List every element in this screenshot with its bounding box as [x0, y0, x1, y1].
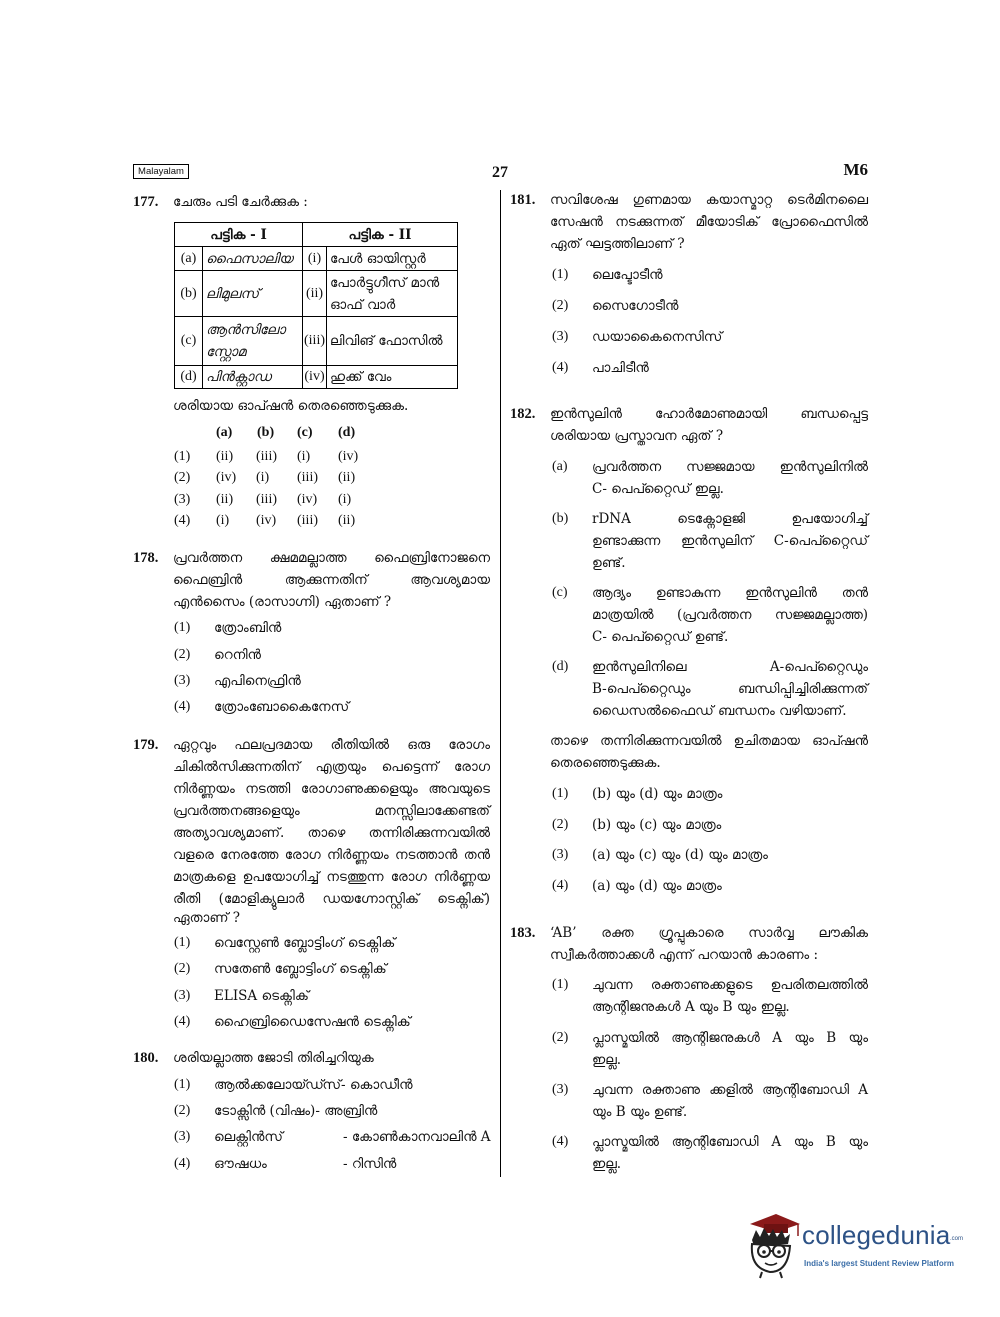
option-text: ആൽക്കലോയ്ഡ്സ്- കൊഡീൻ: [214, 1077, 413, 1093]
option-label: (2): [552, 817, 569, 832]
answer-value: (iv): [216, 470, 237, 485]
option-text-line: ഇല്ല.: [592, 1052, 622, 1068]
question-number: 179.: [133, 737, 159, 753]
option-text: ത്രോംബിൻ: [214, 620, 282, 636]
statement-label: (c): [552, 585, 568, 600]
option-label: (2): [552, 298, 569, 313]
answer-value: (ii): [338, 513, 356, 528]
table-row: [175, 317, 458, 366]
statement-line: ആദ്യം ഉണ്ടാകുന്ന ഇൻസുലിൻ തൻ: [592, 585, 868, 601]
question-text-line: സ്വീകർത്താക്കൾ എന്ന് പറയാൻ കാരണം :: [550, 947, 818, 963]
option-text: ടോക്സിൻ (വിഷം)- അബ്രിൻ: [214, 1103, 378, 1119]
statement-label: (b): [552, 511, 569, 526]
option-label: (1): [174, 1077, 191, 1092]
question-number: 182.: [510, 406, 536, 422]
column-divider: [500, 190, 501, 1177]
row-match: [327, 317, 458, 366]
option-label: (3): [552, 847, 569, 862]
answer-value: (ii): [338, 470, 356, 485]
statement-label: (d): [552, 659, 569, 674]
answer-value: (i): [297, 449, 311, 464]
answer-value: (ii): [216, 449, 234, 464]
option-label: (2): [174, 961, 191, 976]
answer-value: (iv): [256, 513, 277, 528]
statement-line: B-പെപ്റ്റൈഡും ബന്ധിപ്പിച്ചിരിക്കുന്നത്: [592, 681, 868, 697]
answer-value: (iv): [338, 449, 359, 464]
item-line: ആൻസിലോ: [206, 322, 286, 338]
question-text: ചേരും പടി ചേർക്കുക :: [173, 194, 308, 210]
option-text: സൈഗോടീൻ: [592, 298, 679, 314]
option-text: ഹൈബ്രിഡൈസേഷൻ ടെക്നിക്: [214, 1014, 411, 1030]
option-label: (2): [552, 1030, 569, 1045]
answer-value: (i): [216, 513, 230, 528]
statement-line: rDNA ടെക്നോളജി ഉപയോഗിച്ച്: [592, 511, 868, 527]
option-label: (3): [552, 329, 569, 344]
answer-value: (iii): [297, 513, 318, 528]
statement-line: ഉണ്ട്.: [592, 555, 626, 571]
match-line: പേൾ ഓയിസ്റ്റർ: [330, 250, 426, 267]
statement-line: C- പെപ്റ്റൈഡ് ഉണ്ട്.: [592, 629, 729, 645]
option-text: ലെപ്ടോടീൻ: [592, 267, 663, 283]
option-label: (4): [174, 513, 191, 528]
question-number: 180.: [133, 1050, 159, 1066]
instruction-text-line: തെരഞ്ഞെടുക്കുക.: [550, 755, 661, 771]
option-label: (4): [552, 360, 569, 375]
question-text-line: ഇൻസുലിൻ ഹോർമോണുമായി ബന്ധപ്പെട്ട: [550, 406, 868, 422]
option-label: (2): [174, 647, 191, 662]
option-label: (1): [552, 267, 569, 282]
match-table: [174, 222, 458, 389]
row-roman: (iv): [303, 366, 327, 389]
instruction-text-line: താഴെ തന്നിരിക്കുന്നവയിൽ ഉചിതമായ ഓപ്ഷൻ: [550, 733, 868, 749]
option-label: (1): [552, 786, 569, 801]
option-label: (3): [174, 988, 191, 1003]
statement-line: ഇൻസുലിനിലെ A-പെപ്റ്റൈഡും: [592, 659, 868, 675]
question-number: 178.: [133, 550, 159, 566]
table-row: [175, 366, 458, 389]
question-text-line: പ്രവർത്തനങ്ങളെയും മനസ്സിലാക്കേണ്ടത്: [173, 803, 490, 819]
option-text: (b) യും (d) യും മാത്രം: [592, 786, 723, 802]
option-label: (2): [174, 1103, 191, 1118]
booklet-code: M6: [843, 160, 868, 179]
question-text-line: പ്രവർത്തന ക്ഷമമല്ലാത്ത ഫൈബ്രിനോജനെ: [173, 550, 490, 566]
item-line: ഫൈസാലിയ: [206, 250, 293, 267]
option-text: ഡയാകൈനെസിസ്: [592, 329, 723, 345]
table-head-list-2: പട്ടിക - II: [303, 223, 458, 247]
option-text: (a) യും (c) യും (d) യും മാത്രം: [592, 847, 768, 863]
option-text: ത്രോംബോകൈനേസ്: [214, 699, 350, 715]
option-text-line: പ്ലാസ്മയിൽ ആന്റിജനുകൾ A യും B യും: [592, 1030, 868, 1046]
row-item: [203, 366, 303, 389]
table-row: [175, 247, 458, 271]
statement-line: പ്രവർത്തന സജ്ജമായ ഇൻസുലിനിൽ: [592, 459, 868, 475]
option-label: (3): [552, 1082, 569, 1097]
table-row: [175, 271, 458, 317]
option-text: പാചിടീൻ: [592, 360, 649, 376]
option-text: ഔഷധം: [214, 1156, 267, 1172]
statement-label: (a): [552, 459, 568, 474]
question-number: 183.: [510, 925, 536, 941]
row-label: (a): [175, 247, 203, 271]
statement-line: ഡൈസൽഫൈഡ് ബന്ധനം വഴിയാണ്.: [592, 703, 847, 719]
question-text-line: മാത്രകളെ ഉപയോഗിച്ച് നടത്തുന്ന രോഗ നിർണ്ണയ: [173, 869, 490, 885]
row-match: [327, 271, 458, 317]
option-text: (a) യും (d) യും മാത്രം: [592, 878, 722, 894]
option-label: (4): [174, 699, 191, 714]
question-text-line: രീതി (മോളിക്യുലാർ ഡയഗ്നോസ്റ്റിക് ടെക്നിക്): [173, 891, 490, 907]
match-line: ലിവിങ് ഫോസിൽ: [330, 333, 443, 349]
question-number: 177.: [133, 194, 159, 210]
option-label: (4): [174, 1156, 191, 1171]
question-text-line: വളരെ നേരത്തേ രോഗ നിർണ്ണയം നടത്താൻ തൻ: [173, 847, 490, 863]
page-number: 27: [492, 164, 508, 181]
graduate-cap-face-icon: [742, 1210, 802, 1280]
answer-head: (b): [257, 425, 275, 440]
statement-line: C- പെപ്റ്റൈഡ് ഇല്ല.: [592, 481, 724, 497]
option-label: (4): [174, 1014, 191, 1029]
question-text-line: സവിശേഷ ഗുണമായ കയാസ്മാറ്റ ടെർമിനലൈ: [550, 192, 868, 208]
question-number: 181.: [510, 192, 536, 208]
answer-head: (c): [297, 425, 313, 440]
match-line: പോർട്ടുഗീസ് മാൻ: [330, 274, 440, 291]
answer-value: (ii): [216, 492, 234, 507]
option-label: (1): [174, 620, 191, 635]
option-text: സതേൺ ബ്ലോട്ടിംഗ് ടെക്നിക്: [214, 961, 387, 977]
option-text: ലെക്റ്റിൻസ്: [214, 1129, 283, 1145]
row-item: [203, 271, 303, 317]
question-text-line: അത്യാവശ്യമാണ്. താഴെ തന്നിരിക്കുന്നവയിൽ: [173, 825, 490, 841]
language-label: Malayalam: [133, 164, 189, 179]
row-item: [203, 247, 303, 271]
row-roman: (ii): [303, 271, 327, 317]
option-text-line: ചുവന്ന രക്താണു ക്കളിൽ ആന്റിബോഡി A: [592, 1082, 868, 1098]
question-text-line: ‘AB’ രക്ത ഗ്രൂപ്പുകാരെ സാർവ്വ ലൗകിക: [550, 925, 868, 941]
option-text: വെസ്റ്റേൺ ബ്ലോട്ടിംഗ് ടെക്നിക്: [214, 935, 396, 951]
brand-logo-domain: .com: [950, 1236, 964, 1242]
option-text-line: യും B യും ഉണ്ട്.: [592, 1104, 688, 1120]
option-text-line: ആന്റിജനുകൾ A യും B യും ഇല്ല.: [592, 999, 790, 1015]
statement-line: മാത്രയിൽ (പ്രവർത്തന സജ്ജമല്ലാത്ത): [592, 607, 868, 623]
option-pair-text: - കോൺകാനവാലിൻ A: [343, 1129, 491, 1145]
option-label: (3): [174, 1129, 191, 1144]
option-text: ELISA ടെക്നിക്: [214, 988, 309, 1004]
question-text-line: ശരിയായ പ്രസ്താവന ഏത് ?: [550, 428, 724, 444]
question-text-line: ഏത് ഘട്ടത്തിലാണ് ?: [550, 236, 685, 252]
option-pair-text: - റിസിൻ: [343, 1156, 397, 1172]
brand-logo-text: collegedunia: [802, 1220, 951, 1250]
option-text: റെനിൻ: [214, 647, 261, 663]
option-label: (2): [174, 470, 191, 485]
answer-value: (iv): [297, 492, 318, 507]
option-text: എപിനെഫ്രിൻ: [214, 673, 301, 689]
row-match: [327, 247, 458, 271]
item-line: പിൻക്റ്റാഡ: [206, 369, 272, 385]
question-text-line: ഫൈബ്രിൻ ആക്കുന്നതിന് ആവശ്യമായ: [173, 572, 490, 588]
question-text-line: സേഷൻ നടക്കുന്നത് മീയോടിക് പ്രോഫൈസിൽ: [550, 214, 868, 230]
answer-value: (iii): [297, 470, 318, 485]
row-label: (d): [175, 366, 203, 389]
option-label: (3): [174, 673, 191, 688]
row-roman: (iii): [303, 317, 327, 366]
brand-tagline: India's largest Student Review Platform: [804, 1259, 954, 1268]
match-line: ഹുക്ക് വേം: [330, 369, 392, 385]
option-label: (1): [552, 977, 569, 992]
answer-value: (iii): [256, 492, 277, 507]
instruction-text: ശരിയായ ഓപ്ഷൻ തെരഞ്ഞെടുക്കുക.: [173, 398, 409, 414]
row-match: [327, 366, 458, 389]
question-text-line: നിർണ്ണയം നടത്തി രോഗാണുക്കളെയും അവയുടെ: [173, 781, 490, 797]
table-head-list-1: പട്ടിക - I: [175, 223, 303, 247]
option-text-line: ഇല്ല.: [592, 1156, 622, 1172]
question-text-line: ഏറ്റവും ഫലപ്രദമായ രീതിയിൽ ഒരു രോഗം: [173, 737, 490, 753]
question-text-line: ചികിൽസിക്കുന്നതിന് എത്രയും പെട്ടെന്ന് രോഗ: [173, 759, 490, 775]
option-label: (3): [174, 492, 191, 507]
answer-head: (a): [216, 425, 233, 440]
question-text-line: ഏതാണ് ?: [173, 910, 240, 926]
row-label: (c): [175, 317, 203, 366]
answer-value: (i): [256, 470, 270, 485]
option-text-line: പ്ലാസ്മയിൽ ആന്റിബോഡി A യും B യും: [592, 1134, 868, 1150]
option-label: (4): [552, 878, 569, 893]
answer-value: (iii): [256, 449, 277, 464]
match-line: ഓഫ് വാർ: [330, 296, 396, 313]
item-line: സ്റ്റോമ: [206, 344, 246, 360]
option-text: (b) യും (c) യും മാത്രം: [592, 817, 722, 833]
item-line: ലിമുലസ്: [206, 285, 260, 302]
option-label: (1): [174, 449, 191, 464]
row-roman: (i): [303, 247, 327, 271]
answer-value: (i): [338, 492, 352, 507]
statement-line: ഉണ്ടാക്കുന്ന ഇൻസുലിന് C-പെപ്റ്റൈഡ്: [592, 533, 868, 549]
option-label: (4): [552, 1134, 569, 1149]
question-text-line: എൻസൈം (രാസാഗ്നി) ഏതാണ് ?: [173, 594, 392, 610]
row-item: [203, 317, 303, 366]
row-label: (b): [175, 271, 203, 317]
question-text: ശരിയല്ലാത്ത ജോടി തിരിച്ചറിയുക: [173, 1050, 374, 1066]
answer-head: (d): [338, 425, 356, 440]
option-label: (1): [174, 935, 191, 950]
option-text-line: ചുവന്ന രക്താണുക്കളുടെ ഉപരിതലത്തിൽ: [592, 977, 868, 993]
